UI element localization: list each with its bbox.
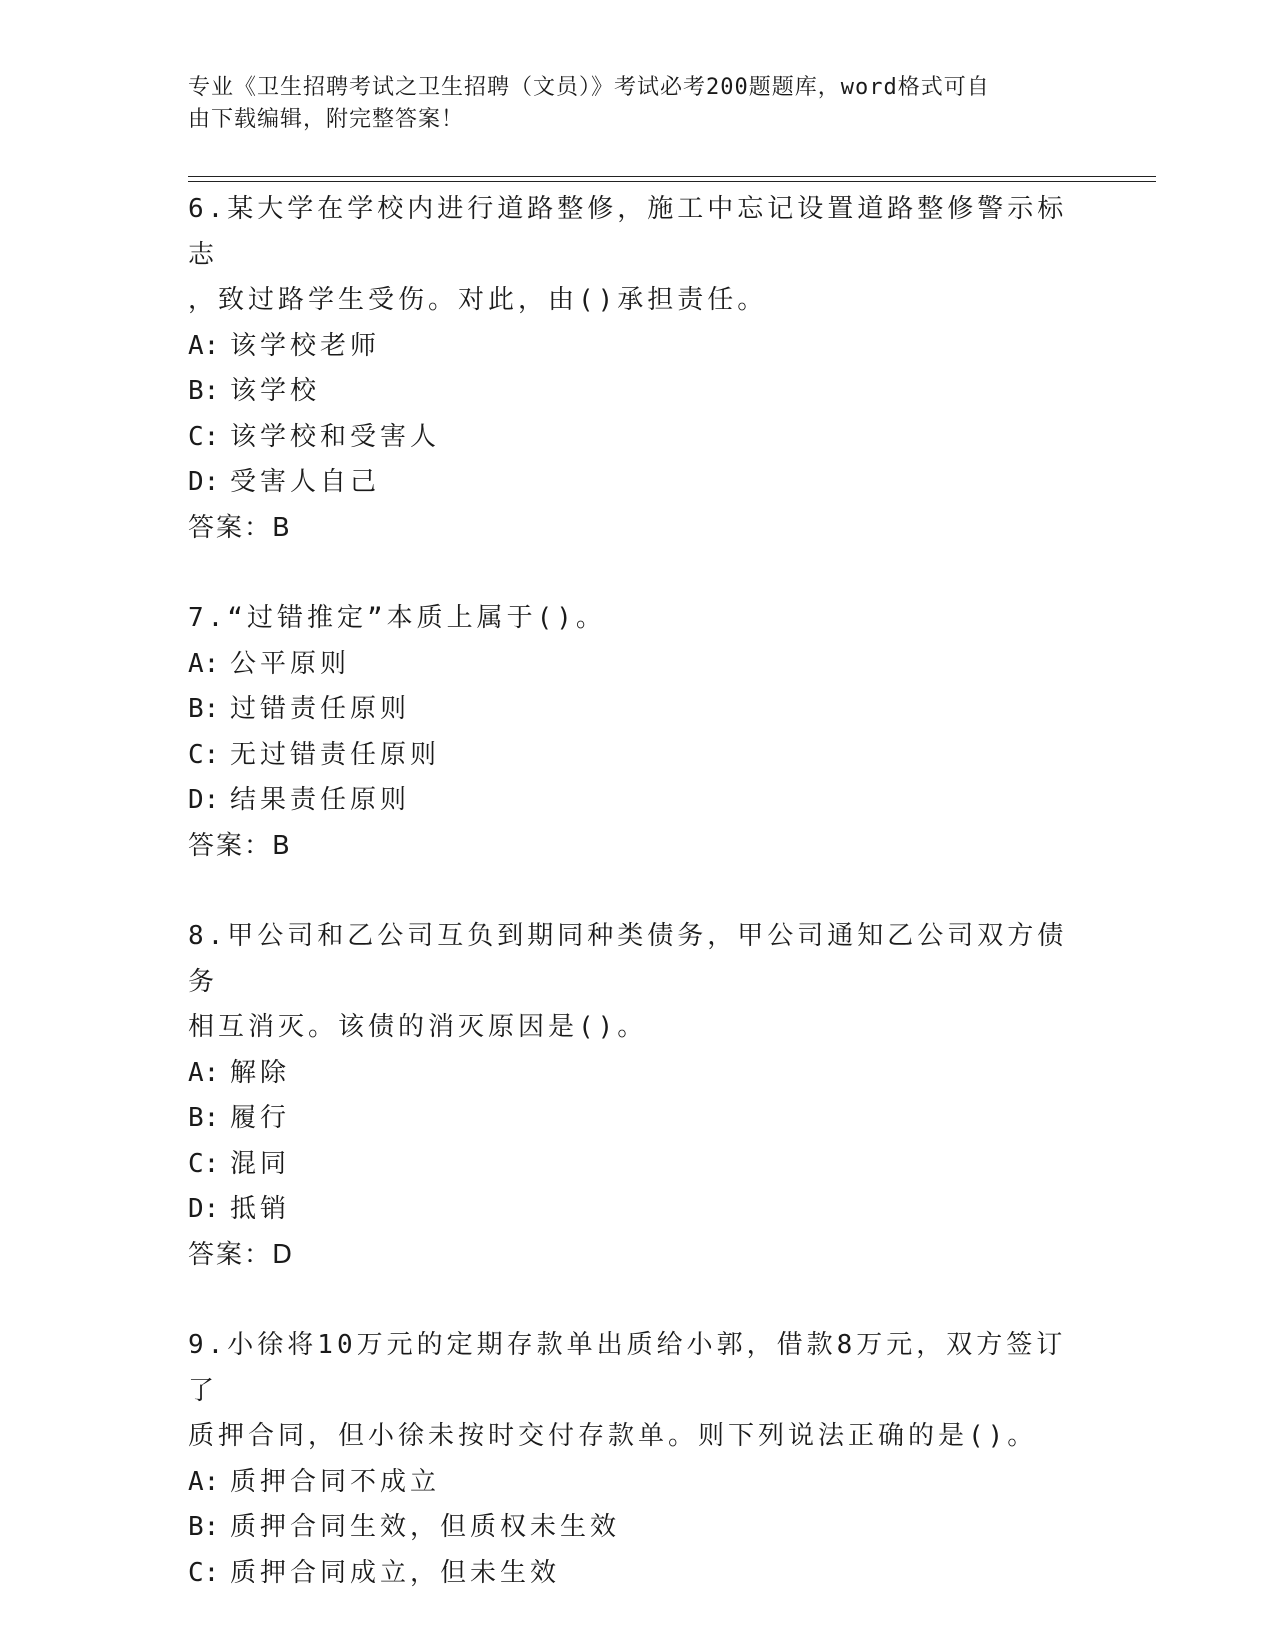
option-letter: D: bbox=[188, 1194, 220, 1224]
option-b bbox=[188, 1096, 1088, 1142]
option-text: 公平原则 bbox=[230, 648, 351, 679]
option-letter: D: bbox=[188, 467, 220, 497]
option-c bbox=[188, 733, 1088, 779]
option-text: 解除 bbox=[230, 1057, 291, 1088]
option-d bbox=[188, 1187, 1088, 1233]
option-a bbox=[188, 642, 1088, 688]
question-9 bbox=[188, 1323, 1088, 1596]
option-b bbox=[188, 687, 1088, 733]
answer-line: 答案：B bbox=[188, 512, 292, 543]
option-a bbox=[188, 1460, 1088, 1506]
question-stem bbox=[188, 1323, 1088, 1460]
option-letter: C: bbox=[188, 1148, 220, 1179]
option-b bbox=[188, 1505, 1088, 1551]
stem-line: 9.小徐将10万元的定期存款单出质给小郭，借款8万元，双方签订了 bbox=[188, 1330, 1067, 1406]
option-letter: B: bbox=[188, 1512, 220, 1542]
option-letter: B: bbox=[188, 1103, 220, 1133]
option-letter: A: bbox=[188, 648, 220, 679]
answer-line: 答案：B bbox=[188, 830, 292, 861]
question-6 bbox=[188, 187, 1088, 551]
option-a bbox=[188, 1051, 1088, 1097]
option-b bbox=[188, 369, 1088, 415]
option-a bbox=[188, 324, 1088, 370]
stem-line: 相互消灭。该债的消灭原因是()。 bbox=[188, 1012, 648, 1042]
option-text: 无过错责任原则 bbox=[230, 739, 441, 770]
option-text: 抵销 bbox=[230, 1194, 291, 1224]
stem-line: 8.甲公司和乙公司互负到期同种类债务，甲公司通知乙公司双方债务 bbox=[188, 921, 1068, 997]
option-letter: A: bbox=[188, 1057, 220, 1088]
option-letter: A: bbox=[188, 1466, 220, 1497]
option-text: 质押合同不成立 bbox=[230, 1466, 441, 1497]
option-text: 该学校和受害人 bbox=[230, 421, 441, 452]
option-letter: B: bbox=[188, 376, 220, 406]
header-divider-top bbox=[188, 176, 1156, 177]
option-c bbox=[188, 415, 1088, 461]
option-text: 混同 bbox=[230, 1148, 291, 1179]
stem-line: 6.某大学在学校内进行道路整修，施工中忘记设置道路整修警示标志 bbox=[188, 194, 1068, 270]
option-c bbox=[188, 1142, 1088, 1188]
question-stem bbox=[188, 596, 1088, 642]
option-letter: A: bbox=[188, 330, 220, 361]
option-text: 该学校 bbox=[230, 376, 321, 406]
option-text: 质押合同成立，但未生效 bbox=[230, 1557, 561, 1588]
option-letter: D: bbox=[188, 785, 220, 815]
stem-line: ，致过路学生受伤。对此，由()承担责任。 bbox=[188, 285, 768, 315]
option-letter: C: bbox=[188, 739, 220, 770]
option-d bbox=[188, 778, 1088, 824]
option-letter: C: bbox=[188, 1557, 220, 1588]
option-text: 受害人自己 bbox=[230, 467, 381, 497]
question-stem bbox=[188, 914, 1088, 1051]
option-text: 该学校老师 bbox=[230, 330, 381, 361]
question-stem bbox=[188, 187, 1088, 324]
header-divider-bottom bbox=[188, 181, 1156, 182]
stem-line: 质押合同，但小徐未按时交付存款单。则下列说法正确的是()。 bbox=[188, 1421, 1038, 1451]
option-text: 质押合同生效，但质权未生效 bbox=[230, 1512, 621, 1542]
stem-line: 7.“过错推定”本质上属于()。 bbox=[188, 603, 606, 633]
question-7 bbox=[188, 596, 1088, 869]
header-line-1: 专业《卫生招聘考试之卫生招聘（文员）》考试必考200题题库，word格式可自 bbox=[188, 75, 990, 100]
option-text: 过错责任原则 bbox=[230, 694, 411, 724]
answer-line: 答案：D bbox=[188, 1239, 295, 1270]
document-header bbox=[188, 72, 1088, 136]
option-letter: C: bbox=[188, 421, 220, 452]
option-d bbox=[188, 460, 1088, 506]
option-c bbox=[188, 1551, 1088, 1597]
option-text: 履行 bbox=[230, 1103, 291, 1133]
question-list bbox=[188, 187, 1088, 1641]
option-text: 结果责任原则 bbox=[230, 785, 411, 815]
option-letter: B: bbox=[188, 694, 220, 724]
header-line-2: 由下载编辑，附完整答案！ bbox=[188, 107, 465, 132]
question-8 bbox=[188, 914, 1088, 1278]
